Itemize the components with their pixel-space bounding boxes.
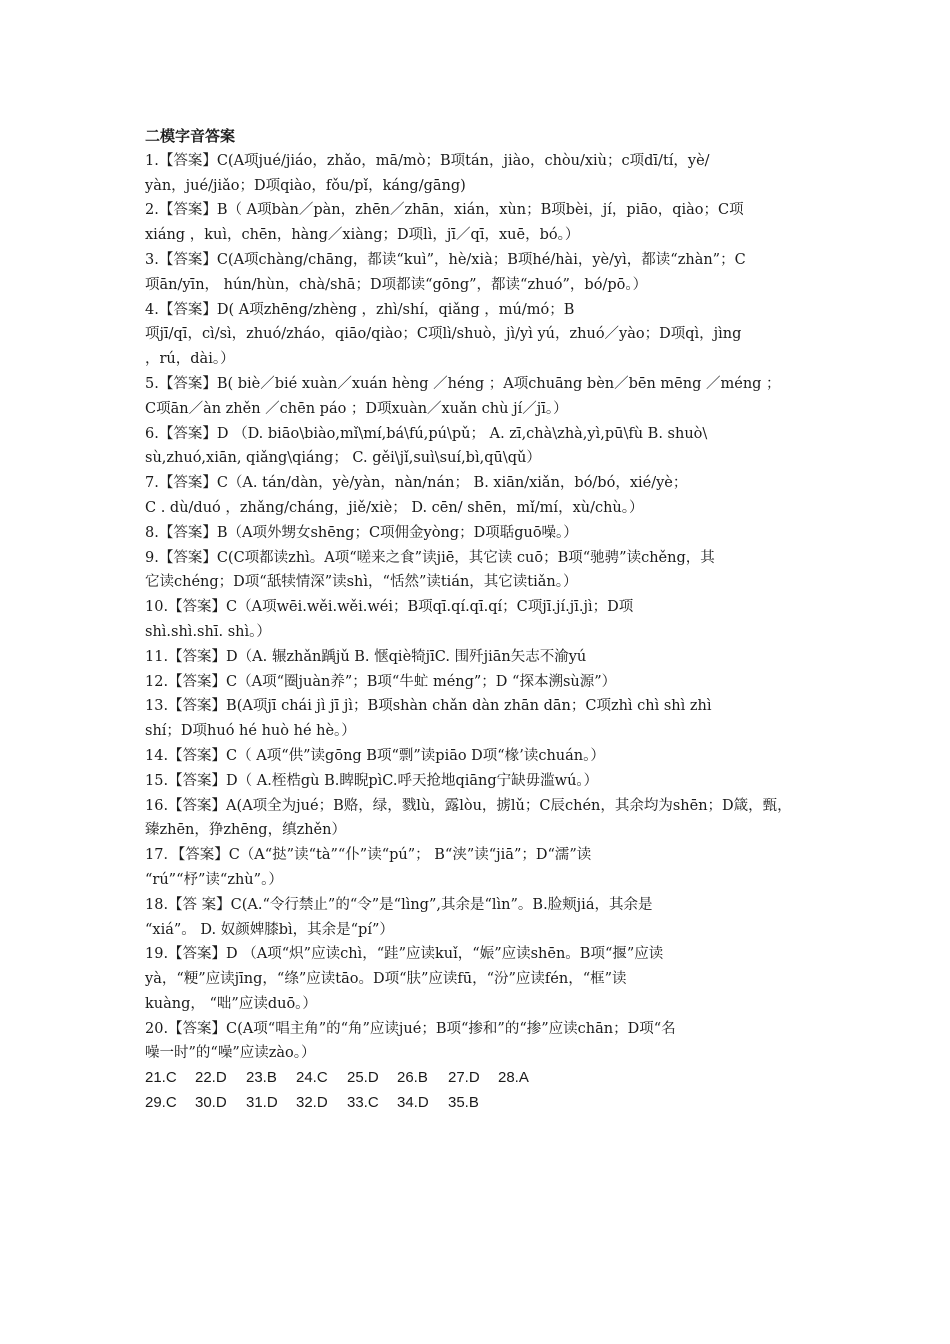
answer-line: 18.【答 案】C(A.“令行禁止”的“令”是“lìng”,其余是“lìn”。B.脸颊jiá，其余是 — [145, 896, 653, 913]
answer-line: 3.【答案】C(A项chàng/chāng，都读“kuì”，hè/xià；B项hé/hài，yè/yì，都读“zhàn”；C — [145, 251, 746, 268]
mcq-answer: 22.D — [195, 1069, 227, 1087]
answer-line: yà，“粳”应读jīng，“绦”应读tāo。D项“肤”应读fū，“汾”应读fén，“框”读 — [145, 971, 627, 988]
mcq-answer: 32.D — [296, 1094, 328, 1112]
answer-line: 5.【答案】B( biè／bié xuàn／xuán hèng ／héng ；A项chuāng bèn／bēn mēng ／méng ； — [145, 375, 781, 392]
mcq-answer: 34.D — [397, 1094, 429, 1112]
answer-line: 17．【答案】C（A“挞”读“tà”“仆”读“pú”； B“浃”读“jiā”；D“濡”读 — [145, 847, 592, 864]
answer-line: “rú”“杼”读“zhù”。） — [145, 871, 283, 888]
answer-line: shí；D项huó hé huò hé hè。） — [145, 723, 356, 740]
answer-line: 15.【答案】D（ A.桎梏gù B.睥睨pìC.呼天抢地qiāng宁缺毋滥wú。） — [145, 772, 599, 789]
mcq-answer: 31.D — [246, 1094, 278, 1112]
answer-line: 8.【答案】B（A项外甥女shēng；C项佣金yòng；D项聒guō噪。） — [145, 524, 578, 541]
answer-line: shì.shì.shī. shì。） — [145, 623, 271, 640]
answer-lines — [145, 149, 825, 1066]
answer-line: “xiá”。 D. 奴颜婢膝bì，其余是“pí”） — [145, 921, 394, 938]
answer-line: 它读chéng；D项“舐犊情深”读shì，“恬然”读tián，其它读tiǎn。） — [145, 574, 578, 591]
answer-line: sù,zhuó,xiān, qiǎng\qiáng； C. gěi\jǐ,suì\suí,bì,qū\qǔ） — [145, 450, 541, 467]
mcq-answer: 35.B — [448, 1094, 479, 1112]
mcq-answer: 30.D — [195, 1094, 227, 1112]
mcq-answer: 23.B — [246, 1069, 277, 1087]
mcq-row — [145, 1091, 825, 1116]
answer-line: 2.【答案】B（ A项bàn／pàn，zhēn／zhān，xián，xùn；B项bèi，jí，piāo，qiào；C项 — [145, 202, 744, 219]
document-page — [145, 124, 825, 1116]
answer-line: 噪一时”的“噪”应读zào。） — [145, 1045, 316, 1062]
mcq-answer: 27.D — [448, 1069, 480, 1087]
answer-line: C项ān／àn zhěn ／chēn páo ；D项xuàn／xuǎn chù jí／jī。） — [145, 400, 568, 417]
mcq-answer: 25.D — [347, 1069, 379, 1087]
mcq-answer: 33.C — [347, 1094, 379, 1112]
answer-line: 7.【答案】C（A. tán/dàn，yè/yàn，nàn/nán； B. xiān/xiǎn，bó/bó，xié/yè； — [145, 475, 688, 492]
answer-line: C . dù/duó ，zhǎng/cháng，jiě/xiè； D. cēn/ shēn，mǐ/mí，xù/chù。） — [145, 499, 644, 516]
answer-line: ，rú，dài。） — [145, 351, 235, 368]
mcq-answers — [145, 1066, 825, 1116]
answer-line: xiáng ，kuì，chēn，hàng／xiàng；D项lì，jī／qī，xuē，bó。） — [145, 227, 580, 244]
mcq-answer: 21.C — [145, 1069, 177, 1087]
mcq-answer: 29.C — [145, 1094, 177, 1112]
answer-line: 6.【答案】D （D. biāo\biào,mǐ\mí,bá\fú,pú\pǔ； A. zī,chà\zhà,yì,pū\fù B. shuò\ — [145, 425, 708, 442]
mcq-answer: 28.A — [498, 1069, 529, 1087]
answer-line: yàn，jué/jiǎo；D项qiào，fǒu/pǐ，káng/gāng) — [145, 177, 466, 194]
mcq-row — [145, 1066, 825, 1091]
answer-line: 9.【答案】C(C项都读zhì。A项“嗟来之食”读jiē，其它读 cuō；B项“驰骋”读chěng，其 — [145, 549, 715, 566]
answer-line: 4.【答案】D( A项zhēng/zhèng ，zhì/shí，qiǎng ，mú/mó；B — [145, 301, 575, 318]
answer-line: 19.【答案】D （A项“炽”应读chì，“跬”应读kuǐ，“娠”应读shēn。B项“揠”应读 — [145, 946, 664, 963]
answer-line: 11.【答案】D（A. 辗zhǎn踽jǔ B. 惬qiè犄jīC. 围歼jiān矢志不渝yú — [145, 648, 587, 665]
answer-line: 臻zhēn，狰zhēng，缜zhěn） — [145, 822, 346, 839]
answer-line: kuàng， “咄”应读duō。） — [145, 995, 317, 1012]
answer-line: 12.【答案】C（A项“圈juàn养”；B项“牛虻 méng”；D “探本溯sù源”） — [145, 673, 617, 690]
answer-line: 20.【答案】C(A项“唱主角”的“角”应读jué；B项“掺和”的“掺”应读chān；D项“名 — [145, 1020, 676, 1037]
answer-line: 1.【答案】C(A项jué/jiáo，zhǎo，mā/mò；B项tán，jiào，chòu/xiù；c项dī/tí，yè/ — [145, 152, 710, 169]
answer-line: 13.【答案】B(A项jī chái jì jī jì；B项shàn chǎn dàn zhān dān；C项zhì chì shì zhì — [145, 698, 712, 715]
answer-line: 16.【答案】A(A项全为jué；B赂，绿，戮lù，露lòu，掳lǔ；C辰chén，其余均为shēn；D箴，甄， — [145, 797, 792, 814]
page-title: 二模字音答案 — [145, 127, 236, 145]
answer-line: 10.【答案】C（A项wēi.wěi.wěi.wéi；B项qī.qí.qī.qí；C项jī.jí.jī.jì；D项 — [145, 599, 634, 616]
mcq-answer: 24.C — [296, 1069, 328, 1087]
answer-line: 项jī/qī，cì/sì，zhuó/zháo，qiāo/qiào；C项lì/shuò，jì/yì yú，zhuó／yào；D项qì，jìng — [145, 326, 742, 343]
answer-line: 项ān/yīn， hún/hùn，chà/shā；D项都读“gōng”，都读“zhuó”，bó/pō。） — [145, 276, 648, 293]
mcq-answer: 26.B — [397, 1069, 428, 1087]
answer-line: 14.【答案】C（ A项“供”读gōng B项“剽”读piāo D项“椽’读chuán。） — [145, 747, 605, 764]
